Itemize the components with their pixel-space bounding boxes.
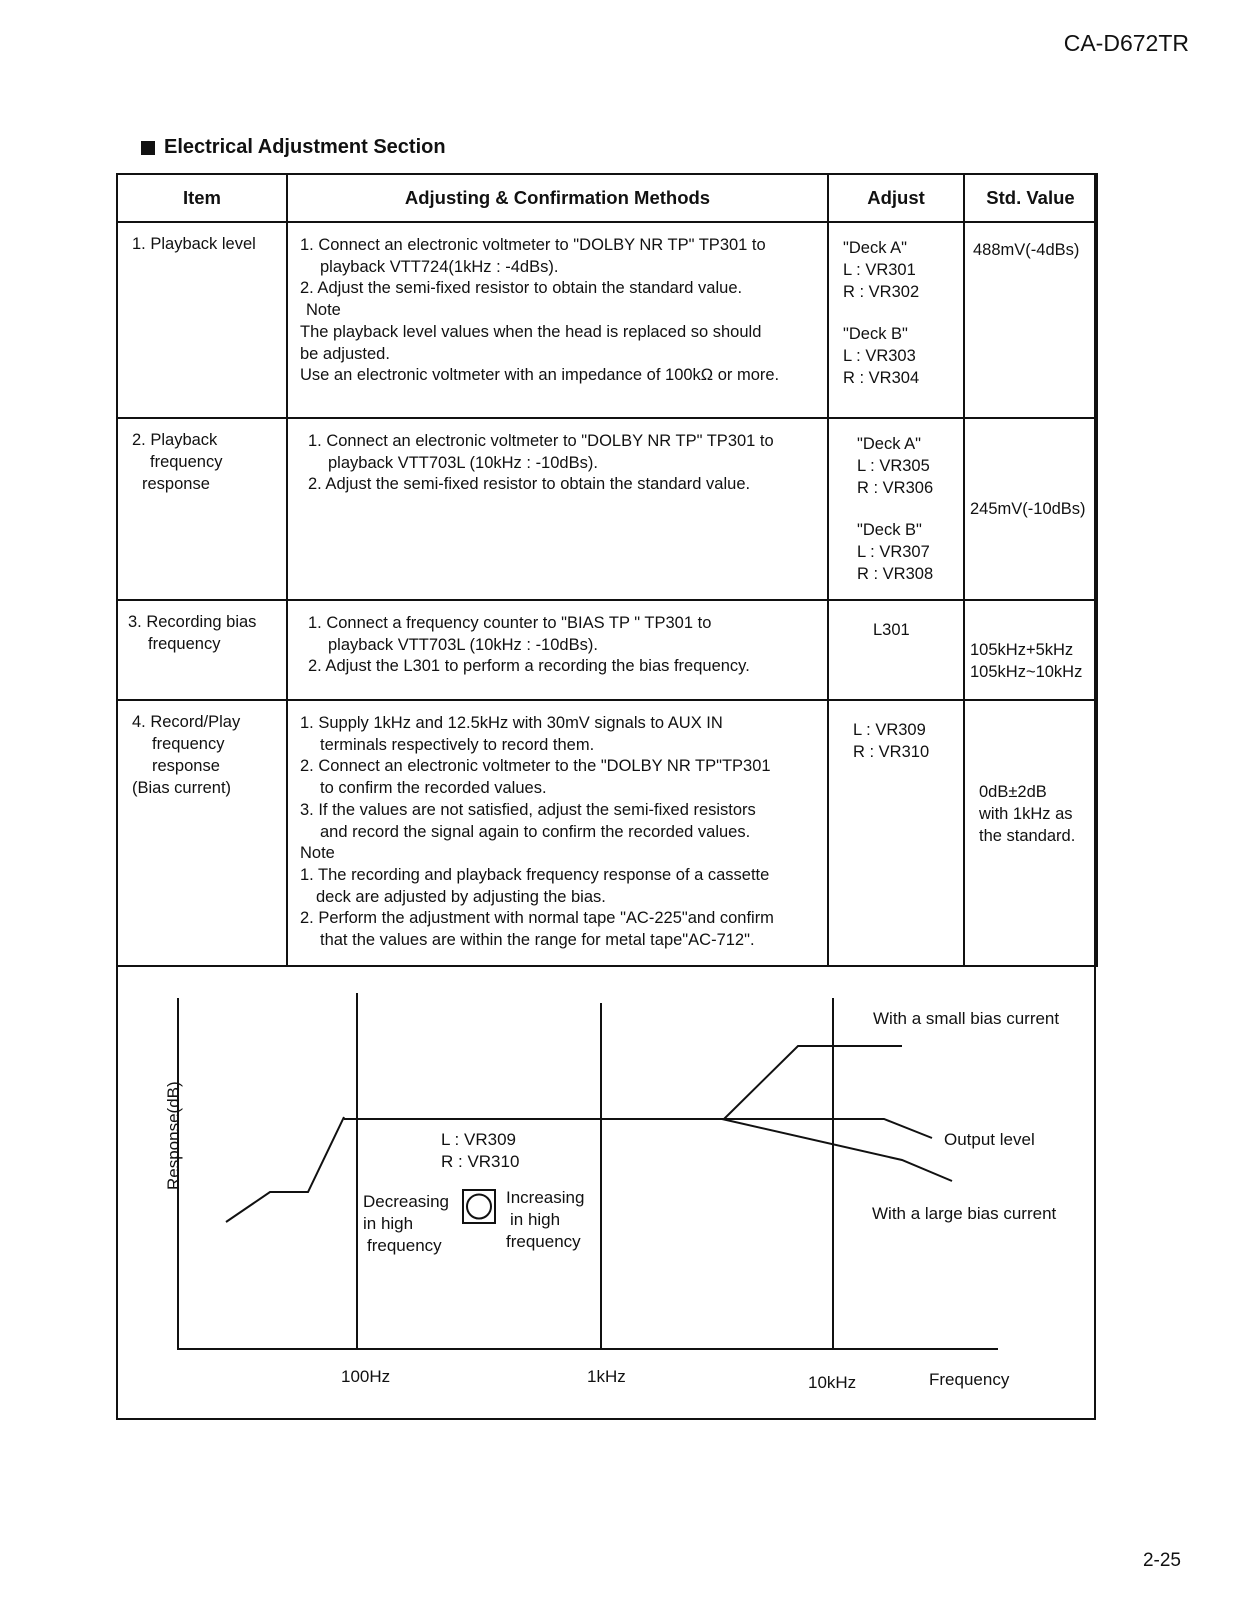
decreasing-label-line: Decreasing xyxy=(363,1192,449,1211)
adjust-line: R : VR308 xyxy=(857,565,934,583)
adjust-line: "Deck B" xyxy=(857,521,922,539)
decreasing-label-line: in high xyxy=(363,1214,414,1233)
increasing-label-line: Increasing xyxy=(506,1188,585,1207)
method-line: playback VTT703L (10kHz : -10dBs). xyxy=(328,635,598,654)
adjust-line: R : VR310 xyxy=(853,743,930,761)
x-tick-10khz: 10kHz xyxy=(808,1373,857,1392)
low-frequency-curve xyxy=(226,1117,344,1222)
adjust-line: R : VR304 xyxy=(843,369,920,387)
method-line: to confirm the recorded values. xyxy=(320,779,547,798)
adjust-line: "Deck A" xyxy=(843,239,907,257)
adjust-line: "Deck A" xyxy=(857,435,921,453)
method-line: 2. Adjust the semi-fixed resistor to obtain the standard value. xyxy=(300,279,743,298)
adjust-line: L : VR301 xyxy=(843,261,916,279)
method-line: playback VTT703L (10kHz : -10dBs). xyxy=(328,453,598,472)
item-text: 3. Recording bias xyxy=(128,613,257,631)
method-line: The playback level values when the head is replaced so should xyxy=(300,322,762,341)
method-line: 2. Connect an electronic voltmeter to the "DOLBY NR TP"TP301 xyxy=(300,757,771,776)
frequency-response-graph xyxy=(116,965,1096,1420)
center-label-line: R : VR310 xyxy=(441,1152,520,1171)
header-std-value: Std. Value xyxy=(964,174,1097,222)
graph-drawing xyxy=(116,965,1096,1420)
method-note: Note xyxy=(300,844,335,863)
large-bias-curve xyxy=(722,1119,952,1181)
adjust-line: L : VR307 xyxy=(857,543,930,561)
section-title-text: Electrical Adjustment Section xyxy=(164,136,446,158)
adjust-line: L301 xyxy=(873,621,910,639)
method-line: playback VTT724(1kHz : -4dBs). xyxy=(320,257,559,276)
std-value: 245mV(-10dBs) xyxy=(970,500,1086,518)
item-text: frequency xyxy=(152,735,225,753)
item-text: 1. Playback level xyxy=(132,235,256,253)
x-axis-label: Frequency xyxy=(929,1370,1010,1389)
adjust-line: "Deck B" xyxy=(843,325,908,343)
item-text: 2. Playback xyxy=(132,431,218,449)
output-level-curve xyxy=(722,1119,932,1138)
output-level-label: Output level xyxy=(944,1130,1035,1149)
item-text: (Bias current) xyxy=(132,779,232,797)
method-line: 1. Connect an electronic voltmeter to "DOLBY NR TP" TP301 to xyxy=(308,432,774,450)
small-bias-label: With a small bias current xyxy=(873,1009,1060,1028)
item-text: response xyxy=(142,475,210,493)
std-value: 0dB±2dB xyxy=(979,783,1047,801)
decreasing-label-line: frequency xyxy=(367,1236,442,1255)
header-item: Item xyxy=(117,174,287,222)
increasing-label-line: in high xyxy=(510,1210,561,1229)
center-label-line: L : VR309 xyxy=(441,1130,516,1149)
adjust-line: L : VR303 xyxy=(843,347,916,365)
method-line: 2. Perform the adjustment with normal tape "AC-225"and confirm xyxy=(300,909,774,928)
method-line: and record the signal again to confirm the recorded values. xyxy=(320,822,751,841)
method-line: 2. Adjust the semi-fixed resistor to obtain the standard value. xyxy=(308,475,751,494)
center-label xyxy=(441,1129,519,1173)
increasing-label-line: frequency xyxy=(506,1232,581,1251)
adjust-line: R : VR306 xyxy=(857,479,934,497)
x-tick-1khz: 1kHz xyxy=(587,1367,626,1386)
method-line: 1. The recording and playback frequency response of a cassette xyxy=(300,865,770,884)
item-text: frequency xyxy=(148,635,221,653)
y-axis-label: Response(dB) xyxy=(164,1081,183,1190)
std-value: 105kHz~10kHz xyxy=(970,663,1083,681)
method-note: Note xyxy=(306,301,341,320)
adjust-line: R : VR302 xyxy=(843,283,920,301)
item-text: response xyxy=(152,757,220,775)
method-line: be adjusted. xyxy=(300,344,390,363)
adjust-knob-icon xyxy=(467,1195,491,1219)
item-text: frequency xyxy=(150,453,223,471)
small-bias-curve xyxy=(724,1046,902,1119)
method-line: that the values are within the range for metal tape"AC-712". xyxy=(320,931,755,950)
method-line: 3. If the values are not satisfied, adjust the semi-fixed resistors xyxy=(300,800,756,819)
adjust-line: L : VR309 xyxy=(853,721,926,739)
header-methods: Adjusting & Confirmation Methods xyxy=(287,174,828,222)
method-line: Use an electronic voltmeter with an impedance of 100kΩ or more. xyxy=(300,366,780,385)
increasing-label xyxy=(506,1187,584,1253)
item-text: 4. Record/Play xyxy=(132,713,241,731)
header-adjust: Adjust xyxy=(828,174,964,222)
x-tick-100hz: 100Hz xyxy=(341,1367,391,1386)
method-line: 1. Connect a frequency counter to "BIAS TP " TP301 to xyxy=(308,614,712,632)
square-bullet-icon xyxy=(141,141,155,155)
method-line: deck are adjusted by adjusting the bias. xyxy=(316,887,606,906)
adjust-line: L : VR305 xyxy=(857,457,930,475)
std-value: with 1kHz as xyxy=(979,805,1073,823)
page-number: 2-25 xyxy=(1142,1550,1181,1571)
method-line: 2. Adjust the L301 to perform a recording the bias frequency. xyxy=(308,657,750,676)
section-title xyxy=(141,136,446,159)
method-line: 1. Connect an electronic voltmeter to "DOLBY NR TP" TP301 to xyxy=(300,236,766,254)
model-number: CA-D672TR xyxy=(1063,30,1189,56)
method-line: terminals respectively to record them. xyxy=(320,735,595,754)
large-bias-label: With a large bias current xyxy=(872,1204,1057,1223)
std-value: the standard. xyxy=(979,827,1076,845)
std-value: 105kHz+5kHz xyxy=(970,641,1074,659)
method-line: 1. Supply 1kHz and 12.5kHz with 30mV signals to AUX IN xyxy=(300,714,723,732)
decreasing-label xyxy=(363,1191,449,1257)
std-value: 488mV(-4dBs) xyxy=(973,241,1080,259)
